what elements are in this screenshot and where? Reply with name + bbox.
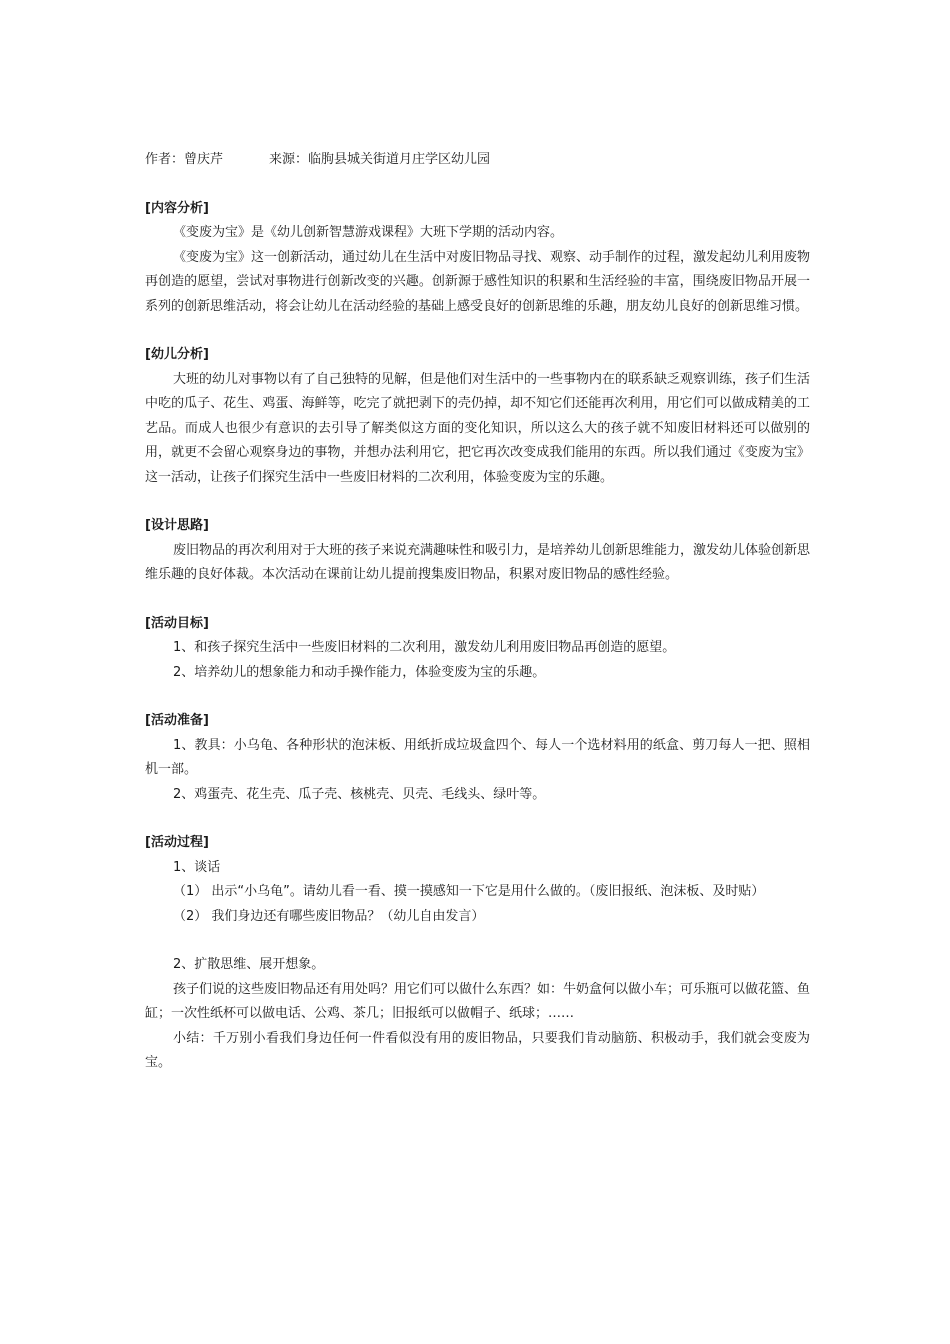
list-item: 2、培养幼儿的想象能力和动手操作能力，体验变废为宝的乐趣。 <box>173 664 546 680</box>
section-child-analysis <box>145 343 810 490</box>
section-design <box>145 514 810 588</box>
paragraph: 小结：千万别小看我们身边任何一件看似没有用的废旧物品，只要我们肯动脑筋、积极动手，我们就会变废为宝。 <box>145 1030 810 1070</box>
source-line: 来源：临朐县城关街道月庄学区幼儿园 <box>269 152 491 167</box>
section-heading: [活动过程] <box>145 835 209 850</box>
list-item: 1、和孩子探究生活中一些废旧材料的二次利用，激发幼儿利用废旧物品再创造的愿望。 <box>173 640 676 655</box>
section-process <box>145 831 810 1076</box>
step-title: 1、谈话 <box>173 859 221 875</box>
section-heading: [活动准备] <box>145 713 209 728</box>
section-goals <box>145 612 810 686</box>
author-line: 作者：曾庆芹 <box>145 152 224 167</box>
section-content-analysis <box>145 197 810 320</box>
section-heading: [设计思路] <box>145 518 209 533</box>
document-page <box>145 148 810 1100</box>
spacer <box>145 929 810 953</box>
paragraph: 大班的幼儿对事物以有了自己独特的见解，但是他们对生活中的一些事物内在的联系缺乏观察训练，孩子们生活中吃的瓜子、花生、鸡蛋、海鲜等，吃完了就把剥下的壳仍掉，却不知它们还能再次利用，用它们可以做成精美的工艺品。而成人也很少有意识的去引导了解类似这方面的变化知识，所以这么大的孩子就不知废旧材料还可以做别的用，就更不会留心观察身边的事物，并想办法利用它，把它再次改变成我们能用的东西。所以我们通过《变废为宝》这一活动，让孩子们探究生活中一些废旧材料的二次利用，体验变废为宝的乐趣。 <box>145 371 811 485</box>
byline <box>145 148 810 173</box>
step-item: （2） 我们身边还有哪些废旧物品？（幼儿自由发言） <box>173 908 485 924</box>
list-item: 2、鸡蛋壳、花生壳、瓜子壳、核桃壳、贝壳、毛线头、绿叶等。 <box>173 786 546 802</box>
step-item: （1） 出示“小乌龟”。请幼儿看一看、摸一摸感知一下它是用什么做的。（废旧报纸、泡沫板、及时贴） <box>173 884 765 899</box>
paragraph: 孩子们说的这些废旧物品还有用处吗？用它们可以做什么东西？如：牛奶盒何以做小车；可乐瓶可以做花篮、鱼缸；一次性纸杯可以做电话、公鸡、茶几；旧报纸可以做帽子、纸球；…… <box>145 981 811 1021</box>
step-title: 2、扩散思维、展开想象。 <box>173 957 325 972</box>
paragraph: 废旧物品的再次利用对于大班的孩子来说充满趣味性和吸引力，是培养幼儿创新思维能力，激发幼儿体验创新思维乐趣的良好体裁。本次活动在课前让幼儿提前搜集废旧物品，积累对废旧物品的感性经验。 <box>145 542 811 582</box>
paragraph: 《变废为宝》是《幼儿创新智慧游戏课程》大班下学期的活动内容。 <box>173 225 564 240</box>
section-heading: [幼儿分析] <box>145 347 209 362</box>
paragraph: 《变废为宝》这一创新活动，通过幼儿在生活中对废旧物品寻找、观察、动手制作的过程，激发起幼儿利用废物再创造的愿望，尝试对事物进行创新改变的兴趣。创新源于感性知识的积累和生活经验的丰富，围绕废旧物品开展一系列的创新思维活动，将会让幼儿在活动经验的基础上感受良好的创新思维的乐趣，朋友幼儿良好的创新思维习惯。 <box>145 249 811 314</box>
section-heading: [内容分析] <box>145 200 209 216</box>
section-heading: [活动目标] <box>145 615 209 631</box>
list-item: 1、教具：小乌龟、各种形状的泡沫板、用纸折成垃圾盒四个、每人一个选材料用的纸盒、剪刀每人一把、照相机一部。 <box>145 737 810 777</box>
section-preparation <box>145 709 810 807</box>
